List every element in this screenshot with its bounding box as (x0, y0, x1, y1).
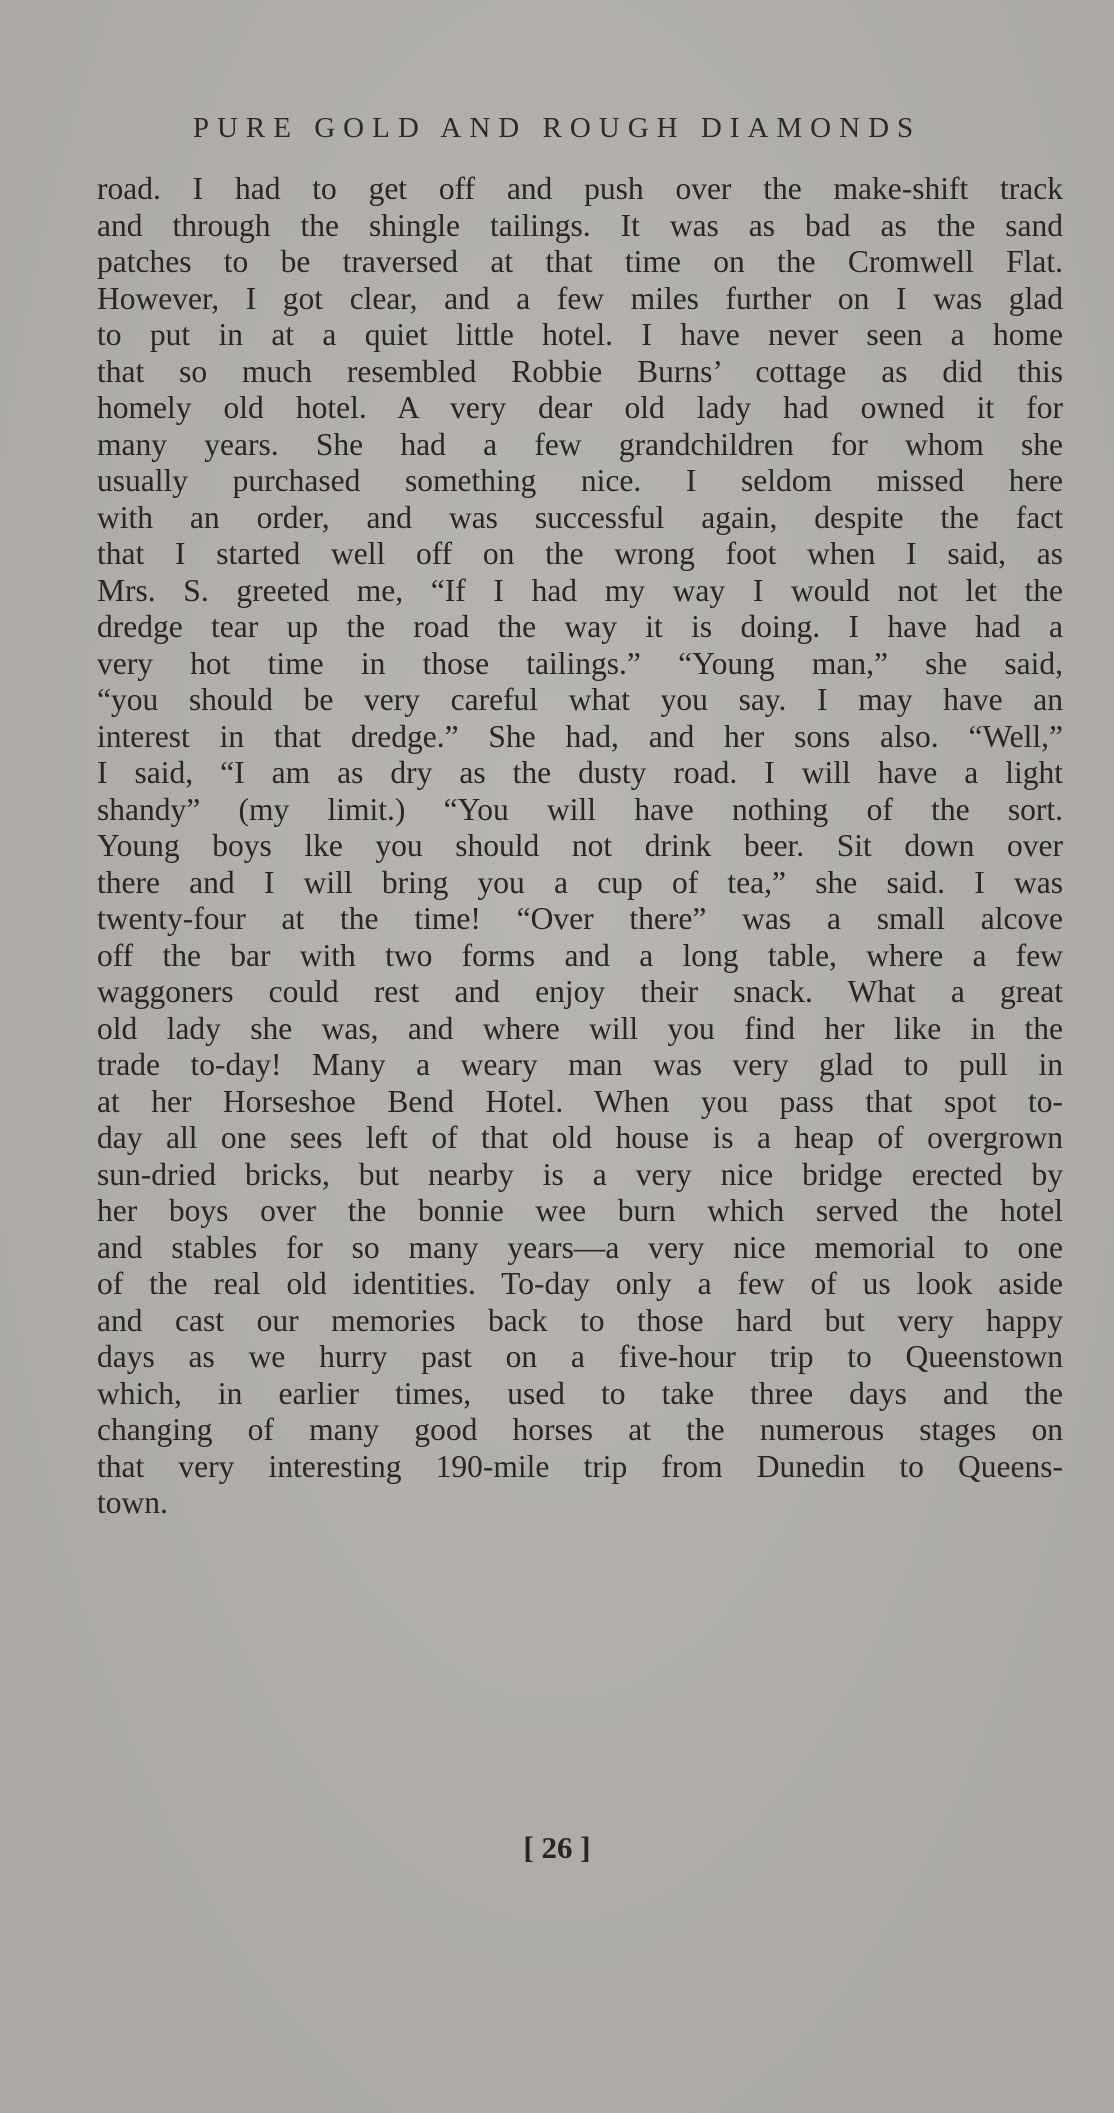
text-line: twenty-four at the time! “Over there” was a small alcove (97, 901, 1063, 936)
running-head: PURE GOLD AND ROUGH DIAMONDS (192, 112, 922, 144)
text-line: road. I had to get off and push over the make-shift track (97, 171, 1063, 206)
text-line-last: town. (97, 1485, 168, 1520)
text-line: However, I got clear, and a few miles further on I was glad (97, 280, 1063, 316)
text-line: and stables for so many years—a very nice memorial to one (97, 1229, 1063, 1265)
text-line: shandy” (my limit.) “You will have nothing of the sort. (97, 791, 1063, 827)
text-line: “you should be very careful what you say. I may have an (97, 682, 1063, 717)
text-line: trade to-day! Many a weary man was very glad to pull in (97, 1047, 1063, 1082)
text-line: interest in that dredge.” She had, and her sons also. “Well,” (97, 718, 1063, 754)
text-line: waggoners could rest and enjoy their snack. What a great (97, 974, 1063, 1009)
text-line: her boys over the bonnie wee burn which served the hotel (97, 1193, 1063, 1228)
text-line: dredge tear up the road the way it is doing. I have had a (97, 609, 1063, 644)
text-line: many years. She had a few grandchildren for whom she (97, 426, 1063, 462)
text-line: Young boys lke you should not drink beer. Sit down over (97, 828, 1063, 863)
text-line: at her Horseshoe Bend Hotel. When you pass that spot to- (97, 1083, 1063, 1119)
text-line: to put in at a quiet little hotel. I have never seen a home (97, 317, 1063, 352)
body-text (97, 171, 1063, 1522)
text-line: Mrs. S. greeted me, “If I had my way I would not let the (97, 572, 1063, 608)
text-line: there and I will bring you a cup of tea,” she said. I was (97, 864, 1063, 900)
text-line: and through the shingle tailings. It was as bad as the sand (97, 207, 1063, 243)
text-line: that very interesting 190-mile trip from Dunedin to Queens- (97, 1448, 1063, 1484)
text-line: which, in earlier times, used to take three days and the (97, 1375, 1063, 1411)
page-number: [ 26 ] (523, 1830, 591, 1865)
text-line: very hot time in those tailings.” “Young man,” she said, (97, 645, 1063, 681)
text-line: usually purchased something nice. I seldom missed here (97, 463, 1063, 498)
text-line: off the bar with two forms and a long table, where a few (97, 937, 1063, 973)
text-line: and cast our memories back to those hard but very happy (97, 1302, 1063, 1338)
text-line: day all one sees left of that old house is a heap of overgrown (97, 1120, 1063, 1155)
text-line: of the real old identities. To-day only a few of us look aside (97, 1266, 1063, 1301)
text-line: changing of many good horses at the numerous stages on (97, 1412, 1063, 1447)
text-line: old lady she was, and where will you find her like in the (97, 1010, 1063, 1046)
text-line: homely old hotel. A very dear old lady had owned it for (97, 390, 1063, 425)
text-line: I said, “I am as dry as the dusty road. I will have a light (97, 755, 1063, 790)
text-line: with an order, and was successful again, despite the fact (97, 499, 1063, 535)
text-line: that so much resembled Robbie Burns’ cottage as did this (97, 353, 1063, 389)
text-line: that I started well off on the wrong foot when I said, as (97, 536, 1063, 571)
text-line: sun-dried bricks, but nearby is a very nice bridge erected by (97, 1156, 1063, 1192)
text-line: days as we hurry past on a five-hour trip to Queenstown (97, 1339, 1063, 1374)
text-line: patches to be traversed at that time on the Cromwell Flat. (97, 244, 1063, 279)
